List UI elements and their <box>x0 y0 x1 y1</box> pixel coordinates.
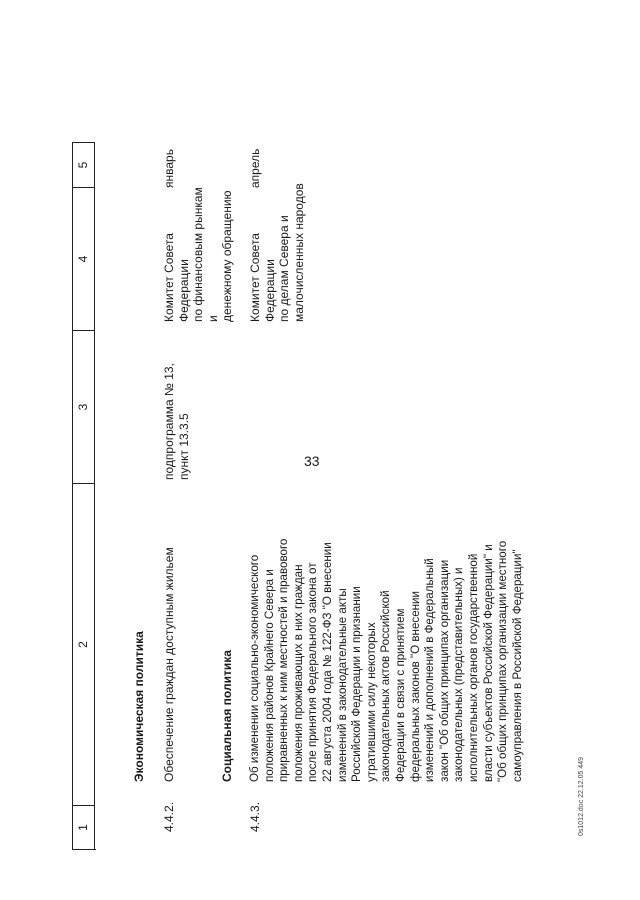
column-header-4: 4 <box>72 187 95 331</box>
column-header-3: 3 <box>72 330 95 484</box>
row-number: 4.4.2. <box>162 801 176 832</box>
section-title-economic: Экономическая политика <box>132 631 146 782</box>
row-month: апрель <box>248 148 262 188</box>
rotated-page-content <box>0 140 640 900</box>
row-month: январь <box>162 149 176 188</box>
row-name: Обеспечение граждан доступным жильем <box>162 547 176 782</box>
column-divider <box>72 849 96 850</box>
row-basis: подпрограмма № 13, пункт 13.3.5 <box>162 363 191 480</box>
section-title-social: Социальная политика <box>220 650 234 782</box>
column-header-1: 1 <box>72 805 95 850</box>
column-header-2: 2 <box>72 483 95 806</box>
row-name: Об изменении социально-экономического положения районов Крайнего Севера и приравненных к ним местностей и правового положения проживающих в них граждан после принятия Федерального закона от 22 августа 2004 года № 122-ФЗ "О внесении изменений в законодательные акты Российской Федерации и признании утратившими силу некоторых законодательных актов Российской Федерации в связи с принятием федеральных законов "О внесении изменений и дополнений в Федеральный закон "Об общих принципах организации законодательных (представительных) и исполнительных органов государственной власти субъектов Российской Федерации" и "Об общих принципах организации местного самоуправления в Российской Федерации" <box>248 538 524 782</box>
row-responsible: Комитет Совета Федерации по делам Севера и малочисленных народов <box>248 183 306 322</box>
row-number: 4.4.3. <box>248 801 262 832</box>
row-responsible: Комитет Совета Федерации по финансовым рынкам и денежному обращению <box>162 187 235 322</box>
page-number: 33 <box>304 453 320 469</box>
column-header-5: 5 <box>72 142 95 188</box>
footer-file-code: 0s1012.doc 22.12.05 449 <box>578 756 585 836</box>
